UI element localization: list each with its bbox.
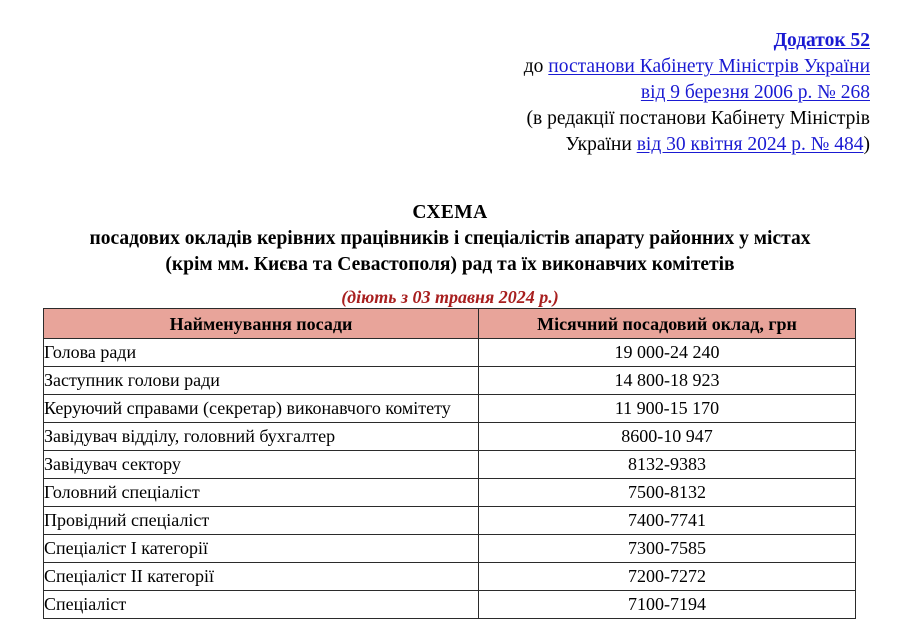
table-row (44, 479, 856, 507)
column-header-position: Найменування посади (44, 309, 479, 339)
revision-line-one: (в редакції постанови Кабінету Міністрів (526, 108, 870, 129)
table-row (44, 395, 856, 423)
cell-position: Голова ради (44, 339, 479, 367)
cell-position: Заступник голови ради (44, 367, 479, 395)
cell-position: Спеціаліст (44, 591, 479, 619)
revision-line-two (450, 132, 870, 158)
cell-salary: 7200-7272 (479, 563, 856, 591)
table-row (44, 563, 856, 591)
table-row (44, 591, 856, 619)
cell-position: Провідний спеціаліст (44, 507, 479, 535)
cell-salary: 7100-7194 (479, 591, 856, 619)
appendix-number-link[interactable]: Додаток 52 (773, 30, 870, 51)
cell-position: Керуючий справами (секретар) виконавчого комітету (44, 395, 479, 423)
cell-position: Спеціаліст II категорії (44, 563, 479, 591)
resolution-prefix-text: до (523, 56, 549, 77)
cell-salary: 19 000-24 240 (479, 339, 856, 367)
table-row (44, 451, 856, 479)
cell-salary: 11 900-15 170 (479, 395, 856, 423)
appendix-number-line (450, 28, 870, 54)
cell-salary: 8132-9383 (479, 451, 856, 479)
cell-salary: 7500-8132 (479, 479, 856, 507)
table-row (44, 507, 856, 535)
cell-salary: 7300-7585 (479, 535, 856, 563)
table-row (44, 423, 856, 451)
cell-position: Головний спеціаліст (44, 479, 479, 507)
cell-position: Спеціаліст I категорії (44, 535, 479, 563)
title-subline-two: (крім мм. Києва та Севастополя) рад та їх виконавчих комітетів (165, 254, 735, 275)
title-subline-one: посадових окладів керівних працівників і спеціалістів апарату районних у містах (89, 228, 811, 249)
resolution-reference-line (450, 54, 870, 80)
cell-position: Завідувач сектору (44, 451, 479, 479)
resolution-date-line (450, 80, 870, 106)
cell-position: Завідувач відділу, головний бухгалтер (44, 423, 479, 451)
table-header (44, 309, 856, 339)
table-row (44, 339, 856, 367)
appendix-reference-block (450, 28, 870, 158)
table-body (44, 339, 856, 619)
document-title-block (0, 200, 900, 309)
page-title: СХЕМА (412, 202, 488, 223)
revision-date-link[interactable]: від 30 квітня 2024 р. № 484 (636, 134, 864, 155)
cell-salary: 14 800-18 923 (479, 367, 856, 395)
resolution-link[interactable]: постанови Кабінету Міністрів України (548, 56, 870, 77)
cell-salary: 7400-7741 (479, 507, 856, 535)
resolution-date-link[interactable]: від 9 березня 2006 р. № 268 (640, 82, 870, 103)
salary-schedule-table (43, 308, 856, 619)
revision-close-paren: ) (863, 134, 870, 155)
effective-date-note: (діють з 03 травня 2024 р.) (341, 287, 559, 307)
revision-country-text: України (565, 134, 637, 155)
table-row (44, 367, 856, 395)
cell-salary: 8600-10 947 (479, 423, 856, 451)
table-header-row (44, 309, 856, 339)
table-row (44, 535, 856, 563)
column-header-salary: Місячний посадовий оклад, грн (479, 309, 856, 339)
